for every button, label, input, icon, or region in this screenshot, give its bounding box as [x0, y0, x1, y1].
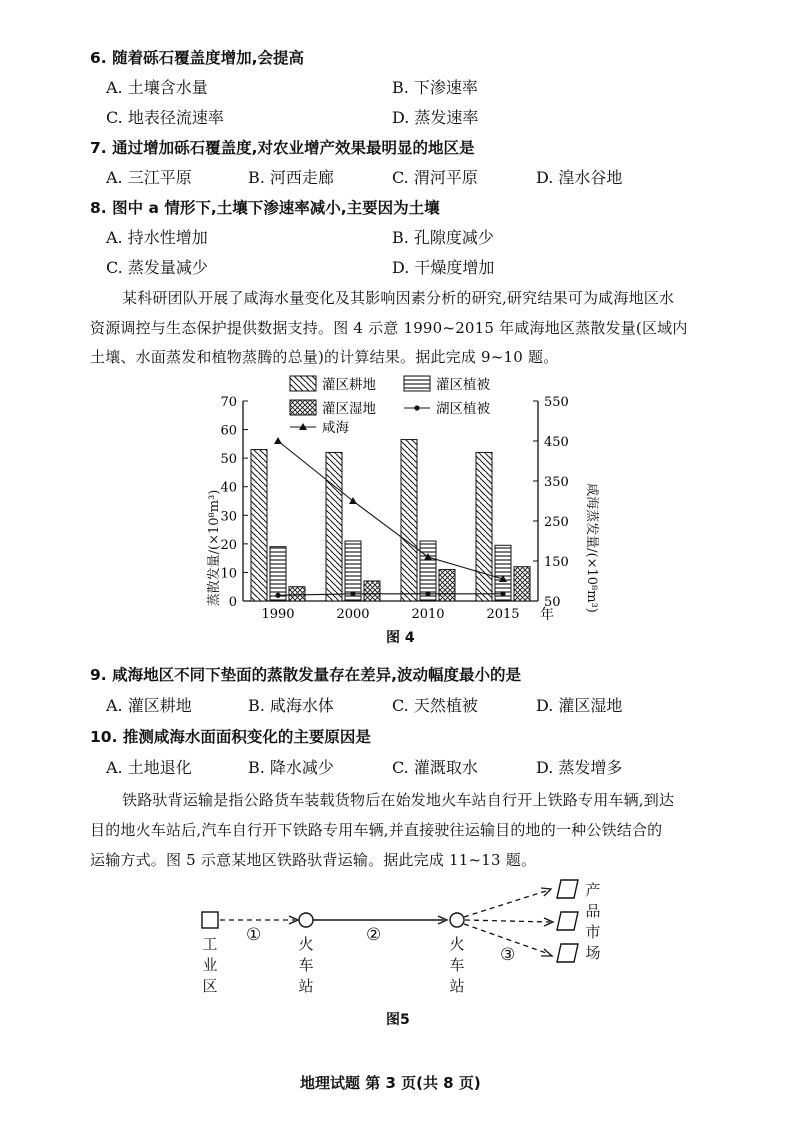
- legend-label-灌区耕地: 灌区耕地: [322, 377, 376, 393]
- y-tick-label-left: 50: [220, 452, 237, 468]
- bar-灌区湿地-2010: [439, 570, 455, 601]
- y-tick-label-left: 20: [220, 537, 237, 553]
- q9-option-c: C. 天然植被: [392, 696, 478, 715]
- y-axis-label-right-text: 咸海蒸发量/(×10⁸m³): [584, 483, 599, 613]
- market-label: 产品市场: [585, 881, 601, 962]
- station-2-node: [450, 913, 464, 927]
- bar-灌区耕地-2000: [326, 452, 342, 601]
- q8-stem: 8. 图中 a 情形下,土壤下渗速率减小,主要因为土壤: [90, 199, 440, 217]
- x-tick-label: 2010: [411, 607, 445, 622]
- legend-marker-湖区植被: [414, 405, 419, 410]
- line-湖区植被: [278, 594, 503, 595]
- y-tick-label-right: 50: [544, 595, 561, 610]
- legend-label-湖区植被: 湖区植被: [436, 401, 490, 417]
- q8-option-c: C. 蒸发量减少: [106, 258, 208, 277]
- intro1-line1: 某科研团队开展了咸海水量变化及其影响因素分析的研究,研究结果可为咸海地区水: [122, 289, 675, 307]
- q9-option-a: A. 灌区耕地: [106, 696, 192, 715]
- intro2-line2: 目的地火车站后,汽车自行开下铁路专用车辆,并直接驶往运输目的地的一种公铁结合的: [90, 821, 663, 839]
- y-tick-label-right: 150: [544, 555, 569, 570]
- legend-label-灌区植被: 灌区植被: [436, 377, 490, 393]
- y-axis-label-left: [204, 478, 226, 618]
- q6-option-a: A. 土壤含水量: [106, 78, 208, 97]
- legend-swatch-灌区湿地: [290, 400, 316, 415]
- station-1-label: 火车站: [298, 935, 314, 995]
- bar-灌区湿地-2015: [514, 567, 530, 601]
- bar-灌区耕地-2010: [401, 440, 417, 601]
- bar-灌区耕地-2015: [476, 452, 492, 601]
- market-node-2: [557, 912, 578, 930]
- segment-2-label: ②: [366, 925, 382, 945]
- bar-灌区湿地-2000: [364, 581, 380, 601]
- q8-option-d: D. 干燥度增加: [392, 258, 495, 277]
- q10-option-b: B. 降水减少: [248, 758, 334, 777]
- q9-option-b: B. 咸海水体: [248, 696, 334, 715]
- segment-3-label: ③: [500, 945, 516, 965]
- q6-stem: 6. 随着砾石覆盖度增加,会提高: [90, 49, 304, 67]
- q6-option-c: C. 地表径流速率: [106, 108, 224, 127]
- arrow-3c: [541, 949, 552, 956]
- line-咸海: [278, 441, 503, 579]
- market-node-3: [557, 944, 578, 962]
- y-tick-label-left: 60: [220, 423, 237, 439]
- piggyback-transport-diagram: [0, 870, 794, 1000]
- y-tick-label-right: 550: [544, 395, 569, 410]
- y-tick-label-right: 250: [544, 515, 569, 530]
- station-2-label: 火车站: [449, 935, 465, 995]
- y-tick-label-right: 350: [544, 475, 569, 490]
- segment-3b-line: [465, 920, 550, 922]
- q8-option-b: B. 孔隙度减少: [392, 228, 494, 247]
- x-tick-label: 2015: [486, 607, 520, 622]
- q9-stem: 9. 咸海地区不同下垫面的蒸散发量存在差异,波动幅度最小的是: [90, 666, 521, 684]
- point-咸海-1990: [274, 437, 282, 444]
- q7-option-b: B. 河西走廊: [248, 168, 334, 187]
- q10-option-c: C. 灌溉取水: [392, 758, 478, 777]
- q6-option-d: D. 蒸发速率: [392, 108, 479, 127]
- segment-1-label: ①: [246, 925, 262, 945]
- q10-option-d: D. 蒸发增多: [536, 758, 623, 777]
- y-tick-label-left: 40: [220, 480, 237, 496]
- industrial-zone-label: 工业区: [202, 935, 218, 995]
- point-咸海-2000: [349, 497, 357, 504]
- legend-label-灌区湿地: 灌区湿地: [322, 401, 376, 417]
- segment-3a-line: [464, 890, 549, 917]
- point-湖区植被-1990: [275, 593, 280, 598]
- q10-option-a: A. 土地退化: [106, 758, 192, 777]
- industrial-zone-node: [202, 912, 218, 928]
- y-axis-label-left-text: 蒸散发量/(×10⁸m³): [207, 489, 222, 607]
- point-湖区植被-2010: [425, 591, 430, 596]
- legend-swatch-灌区植被: [404, 376, 430, 391]
- q6-option-b: B. 下渗速率: [392, 78, 478, 97]
- legend-label-咸海: 咸海: [322, 420, 349, 436]
- y-axis-label-right: [580, 478, 602, 618]
- y-tick-label-left: 30: [220, 509, 237, 525]
- intro1-line3: 土壤、水面蒸发和植物蒸腾的总量)的计算结果。据此完成 9~10 题。: [90, 348, 559, 366]
- page-footer: 地理试题 第 3 页(共 8 页): [300, 1074, 481, 1092]
- q7-option-d: D. 湟水谷地: [536, 168, 623, 187]
- y-tick-label-left: 0: [228, 595, 237, 610]
- bar-灌区湿地-1990: [289, 587, 305, 601]
- q7-option-a: A. 三江平原: [106, 168, 192, 187]
- intro1-line2: 资源调控与生态保护提供数据支持。图 4 示意 1990~2015 年咸海地区蒸散发量(区域内: [90, 319, 688, 337]
- x-tick-label: 2000: [336, 607, 370, 622]
- y-tick-label-left: 10: [220, 566, 237, 582]
- intro2-line3: 运输方式。图 5 示意某地区铁路驮背运输。据此完成 11~13 题。: [90, 851, 537, 869]
- x-axis-unit: 年: [540, 607, 554, 623]
- q7-option-c: C. 渭河平原: [392, 168, 478, 187]
- point-湖区植被-2015: [500, 591, 505, 596]
- y-tick-label-right: 450: [544, 435, 569, 450]
- x-tick-label: 1990: [261, 607, 295, 622]
- figure4-caption: 图 4: [386, 630, 415, 646]
- point-湖区植被-2000: [350, 591, 355, 596]
- q9-option-d: D. 灌区湿地: [536, 696, 623, 715]
- q7-stem: 7. 通过增加砾石覆盖度,对农业增产效果最明显的地区是: [90, 139, 475, 157]
- evapotranspiration-chart: [0, 370, 794, 650]
- station-1-node: [299, 913, 313, 927]
- q8-option-a: A. 持水性增加: [106, 228, 208, 247]
- intro2-line1: 铁路驮背运输是指公路货车装载货物后在始发地火车站自行开上铁路专用车辆,到达: [122, 791, 675, 809]
- legend-swatch-灌区耕地: [290, 376, 316, 391]
- y-tick-label-left: 70: [220, 395, 237, 410]
- bar-灌区耕地-1990: [251, 450, 267, 601]
- q10-stem: 10. 推测咸海水面面积变化的主要原因是: [90, 728, 371, 746]
- market-node-1: [557, 880, 578, 898]
- figure5-caption: 图5: [386, 1012, 410, 1028]
